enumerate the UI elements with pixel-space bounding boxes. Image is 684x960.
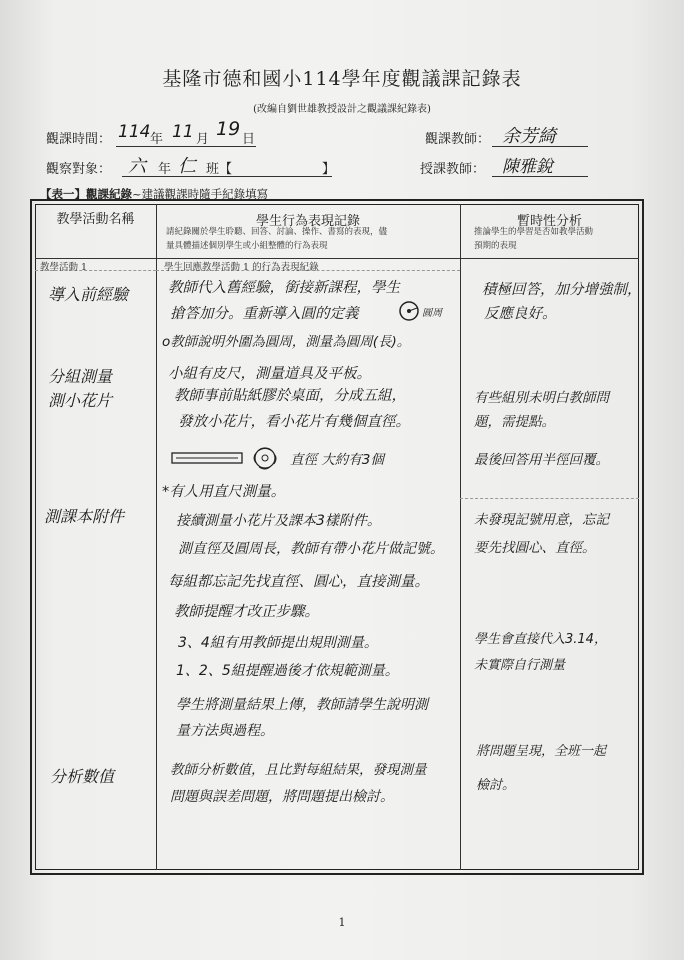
- activity-name: 測小花片: [48, 391, 113, 410]
- header-analysis-note-2: 預期的表現: [474, 241, 517, 251]
- header-divider: [35, 258, 639, 259]
- table-tag-label: 【表一】: [40, 187, 86, 201]
- teacher-underline: [492, 176, 588, 177]
- analysis-line: 積極回答，加分增強制，: [482, 282, 642, 298]
- date-label: 觀課時間：: [46, 132, 112, 147]
- header-activity: 教學活動名稱: [56, 212, 135, 227]
- record-line: *有人用直尺測量。: [162, 484, 286, 500]
- activity-name: 導入前經驗: [48, 285, 129, 304]
- analysis-line: 學生會直接代入3.14，: [474, 632, 607, 647]
- analysis-line: 檢討。: [476, 778, 516, 793]
- analysis-line: 將問題呈現，全班一起: [476, 744, 607, 759]
- teacher-name: 陳雅銳: [502, 157, 553, 177]
- record-line: 問題與誤差問題，將問題提出檢討。: [170, 789, 394, 805]
- record-line: 接續測量小花片及課本3樣附件。: [176, 513, 381, 529]
- record-line: 1、2、5組提醒過後才依規範測量。: [176, 663, 399, 679]
- circle-diagram-icon: [398, 300, 420, 322]
- header-analysis-note-1: 推論學生的學習是否如教學活動: [474, 227, 594, 237]
- column-divider-1: [156, 204, 157, 870]
- record-line: 教師提醒才改正步驟。: [174, 604, 319, 620]
- record-line: 教師分析數值，且比對每組結果，發現測量: [170, 762, 427, 778]
- record-line: 小組有皮尺，測量道具及平板。: [168, 366, 371, 382]
- header-behavior: 學生行為表現記錄: [255, 214, 360, 229]
- record-line: 發放小花片，看小花片有幾個直徑。: [178, 414, 410, 430]
- header-behavior-note-2: 量具體描述個別學生或小組整體的行為表現: [166, 241, 328, 251]
- analysis-line: 未發現記號用意，忘記: [474, 512, 609, 528]
- page-subtitle: (改編自劉世雄教授設計之觀議課紀錄表): [253, 104, 431, 115]
- analysis-line: 有些組別未明白教師問: [474, 390, 609, 406]
- target-grade: 六: [128, 156, 146, 177]
- record-line: o教師說明外圍為圓周，測量為圓周(長)。: [162, 334, 411, 350]
- target-class: 仁: [178, 156, 196, 177]
- record-line: 每組都忘記先找直徑、圓心，直接測量。: [168, 574, 429, 590]
- row-activity-label: 教學活動 1: [40, 262, 88, 273]
- date-month-unit: 月: [196, 132, 210, 147]
- record-line: 測直徑及圓周長，教師有帶小花片做記號。: [178, 541, 444, 557]
- analysis-line: 最後回答用半徑回覆。: [474, 452, 609, 468]
- analysis-divider: [460, 498, 639, 499]
- record-line: 圓周: [422, 308, 442, 319]
- record-line: 3、4組有用教師提出規則測量。: [178, 635, 378, 651]
- table-tag-name: 觀課紀錄: [86, 187, 132, 201]
- observer-label: 觀課教師：: [425, 132, 491, 147]
- analysis-line: 未實際自行測量: [474, 658, 566, 673]
- date-year: 114: [118, 122, 151, 142]
- date-year-unit: 年: [150, 132, 164, 147]
- header-analysis: 暫時性分析: [516, 214, 582, 229]
- analysis-line: 題，需提點。: [474, 414, 555, 430]
- activity-name: 分組測量: [48, 367, 113, 386]
- target-label: 觀察對象：: [46, 162, 112, 177]
- observer-underline: [492, 146, 588, 147]
- date-day: 19: [216, 118, 241, 140]
- column-divider-2: [460, 204, 461, 870]
- target-underline: [122, 176, 332, 177]
- record-line: 量方法與過程。: [176, 723, 274, 739]
- activity-name: 分析數值: [50, 767, 115, 786]
- analysis-line: 反應良好。: [484, 306, 557, 322]
- observer-name: 余芳綺: [502, 126, 556, 147]
- activity-name: 測課本附件: [44, 507, 125, 526]
- record-line: 教師事前貼紙膠於桌面，分成五組，: [174, 388, 406, 404]
- page-title: 基隆市德和國小114學年度觀議課記錄表: [162, 68, 522, 90]
- ruler-and-flower-sketch: [170, 446, 288, 472]
- page-number: 1: [338, 916, 346, 929]
- table-tag-note: ~建議觀課時隨手紀錄填寫: [132, 187, 269, 201]
- target-close-bracket: 】: [322, 162, 336, 177]
- date-month: 11: [172, 122, 194, 142]
- target-grade-unit: 年: [158, 162, 172, 177]
- record-line: 學生將測量結果上傳，教師請學生說明測: [176, 697, 428, 713]
- record-line: 直徑 大約有3個: [290, 452, 384, 468]
- teacher-label: 授課教師：: [420, 162, 486, 177]
- date-underline: [116, 146, 256, 147]
- record-line: 教師代入舊經驗，銜接新課程，學生: [168, 280, 400, 296]
- header-behavior-note-1: 請紀錄關於學生聆聽、回答、討論、操作、書寫的表現，儘: [166, 227, 388, 237]
- date-day-unit: 日: [242, 132, 256, 147]
- row-activity-note: 學生回應教學活動 1 的行為表現紀錄: [164, 262, 319, 273]
- target-class-unit: 班【: [206, 162, 233, 177]
- analysis-line: 要先找圓心、直徑。: [474, 540, 596, 556]
- record-line: 搶答加分。重新導入圓的定義: [170, 306, 359, 322]
